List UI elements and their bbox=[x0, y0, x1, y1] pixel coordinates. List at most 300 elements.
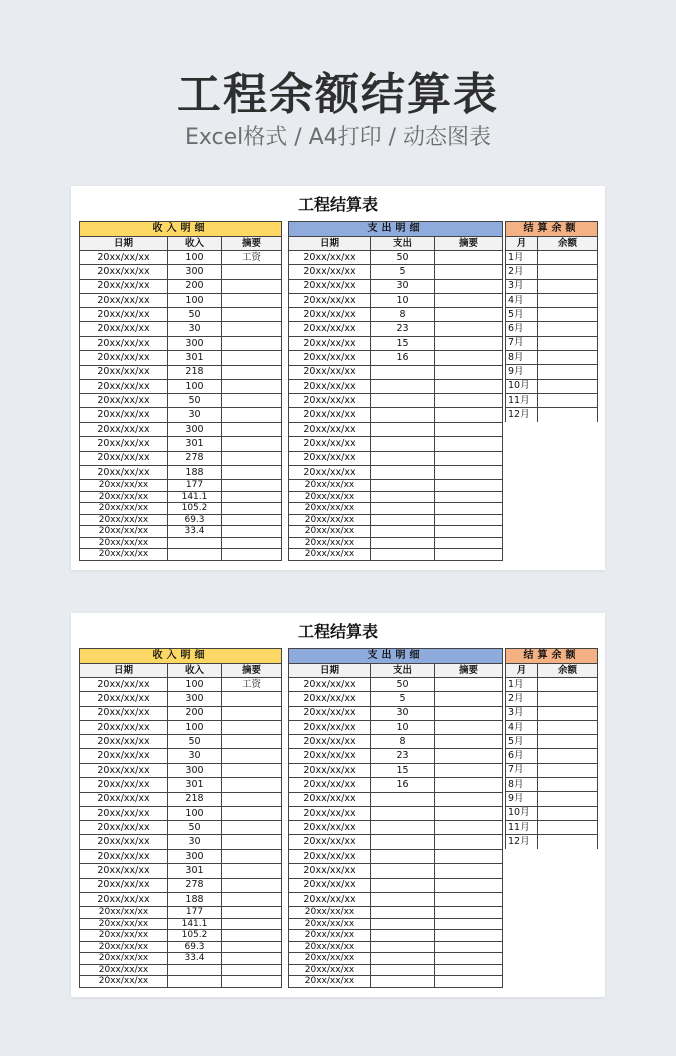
table-cell[interactable]: 20xx/xx/xx bbox=[289, 379, 371, 393]
table-cell[interactable] bbox=[538, 393, 598, 407]
table-cell[interactable] bbox=[435, 953, 503, 965]
table-cell[interactable]: 20xx/xx/xx bbox=[289, 422, 371, 436]
table-cell[interactable]: 20xx/xx/xx bbox=[80, 763, 168, 778]
table-cell[interactable]: 20xx/xx/xx bbox=[80, 251, 168, 265]
table-cell[interactable] bbox=[538, 706, 598, 720]
table-cell[interactable]: 20xx/xx/xx bbox=[80, 293, 168, 307]
table-cell[interactable] bbox=[222, 706, 282, 720]
table-cell[interactable]: 20xx/xx/xx bbox=[80, 503, 168, 515]
table-cell[interactable] bbox=[222, 491, 282, 503]
table-cell[interactable]: 12月 bbox=[506, 835, 538, 849]
table-cell[interactable]: 10 bbox=[371, 293, 435, 307]
table-cell[interactable] bbox=[538, 749, 598, 763]
table-cell[interactable]: 5月 bbox=[506, 308, 538, 322]
table-cell[interactable] bbox=[222, 763, 282, 778]
table-cell[interactable] bbox=[222, 864, 282, 878]
table-cell[interactable] bbox=[435, 549, 503, 561]
table-cell[interactable]: 20xx/xx/xx bbox=[289, 778, 371, 792]
table-cell[interactable] bbox=[222, 514, 282, 526]
table-cell[interactable]: 9月 bbox=[506, 365, 538, 379]
table-cell[interactable] bbox=[538, 322, 598, 336]
table-cell[interactable]: 20xx/xx/xx bbox=[289, 491, 371, 503]
table-cell[interactable] bbox=[435, 835, 503, 850]
table-cell[interactable]: 300 bbox=[168, 763, 222, 778]
table-cell[interactable] bbox=[435, 849, 503, 863]
table-cell[interactable] bbox=[222, 878, 282, 892]
table-cell[interactable]: 20xx/xx/xx bbox=[80, 849, 168, 863]
table-cell[interactable]: 3月 bbox=[506, 706, 538, 720]
table-cell[interactable]: 50 bbox=[168, 735, 222, 749]
table-cell[interactable] bbox=[435, 451, 503, 465]
table-cell[interactable] bbox=[371, 365, 435, 379]
table-cell[interactable]: 20xx/xx/xx bbox=[80, 864, 168, 878]
table-cell[interactable] bbox=[435, 892, 503, 906]
table-cell[interactable]: 20xx/xx/xx bbox=[80, 749, 168, 763]
table-cell[interactable] bbox=[435, 821, 503, 835]
table-cell[interactable]: 20xx/xx/xx bbox=[80, 821, 168, 835]
table-cell[interactable] bbox=[371, 491, 435, 503]
table-cell[interactable] bbox=[222, 930, 282, 942]
table-cell[interactable]: 8 bbox=[371, 308, 435, 322]
table-cell[interactable]: 20xx/xx/xx bbox=[80, 941, 168, 953]
table-cell[interactable]: 8月 bbox=[506, 351, 538, 365]
table-cell[interactable]: 20xx/xx/xx bbox=[80, 806, 168, 820]
table-cell[interactable]: 工资 bbox=[222, 678, 282, 692]
table-cell[interactable] bbox=[222, 941, 282, 953]
table-cell[interactable] bbox=[435, 437, 503, 451]
table-cell[interactable] bbox=[435, 878, 503, 892]
table-cell[interactable]: 23 bbox=[371, 322, 435, 336]
table-cell[interactable] bbox=[435, 265, 503, 279]
table-cell[interactable] bbox=[538, 678, 598, 692]
table-cell[interactable] bbox=[371, 892, 435, 906]
table-cell[interactable] bbox=[435, 749, 503, 763]
table-cell[interactable]: 218 bbox=[168, 792, 222, 806]
table-cell[interactable]: 300 bbox=[168, 422, 222, 436]
table-cell[interactable]: 30 bbox=[371, 706, 435, 720]
table-cell[interactable] bbox=[222, 953, 282, 965]
table-cell[interactable] bbox=[538, 351, 598, 365]
table-cell[interactable]: 11月 bbox=[506, 393, 538, 407]
table-cell[interactable]: 20xx/xx/xx bbox=[80, 878, 168, 892]
table-cell[interactable]: 200 bbox=[168, 706, 222, 720]
table-cell[interactable] bbox=[435, 465, 503, 479]
table-cell[interactable] bbox=[538, 308, 598, 322]
table-cell[interactable] bbox=[371, 835, 435, 850]
table-cell[interactable]: 20xx/xx/xx bbox=[80, 720, 168, 734]
table-cell[interactable] bbox=[435, 907, 503, 919]
table-cell[interactable]: 30 bbox=[168, 749, 222, 763]
table-cell[interactable]: 10月 bbox=[506, 806, 538, 820]
table-cell[interactable]: 4月 bbox=[506, 293, 538, 307]
table-cell[interactable] bbox=[538, 265, 598, 279]
table-cell[interactable] bbox=[538, 763, 598, 777]
table-cell[interactable] bbox=[538, 778, 598, 792]
table-cell[interactable]: 300 bbox=[168, 692, 222, 706]
table-cell[interactable]: 20xx/xx/xx bbox=[289, 692, 371, 706]
table-cell[interactable] bbox=[435, 692, 503, 706]
table-cell[interactable] bbox=[435, 941, 503, 953]
table-cell[interactable]: 20xx/xx/xx bbox=[289, 351, 371, 365]
table-cell[interactable] bbox=[435, 918, 503, 930]
table-cell[interactable]: 20xx/xx/xx bbox=[80, 379, 168, 393]
table-cell[interactable] bbox=[435, 293, 503, 307]
table-cell[interactable]: 20xx/xx/xx bbox=[80, 678, 168, 692]
table-cell[interactable]: 20xx/xx/xx bbox=[289, 526, 371, 538]
table-cell[interactable] bbox=[222, 892, 282, 906]
table-cell[interactable] bbox=[168, 976, 222, 988]
table-cell[interactable] bbox=[435, 491, 503, 503]
table-cell[interactable] bbox=[371, 394, 435, 408]
table-cell[interactable]: 20xx/xx/xx bbox=[289, 735, 371, 749]
table-cell[interactable]: 9月 bbox=[506, 792, 538, 806]
table-cell[interactable]: 2月 bbox=[506, 692, 538, 706]
table-cell[interactable]: 20xx/xx/xx bbox=[289, 892, 371, 906]
table-cell[interactable] bbox=[435, 806, 503, 820]
table-cell[interactable] bbox=[371, 806, 435, 820]
table-cell[interactable]: 30 bbox=[168, 408, 222, 423]
table-cell[interactable]: 100 bbox=[168, 251, 222, 265]
table-cell[interactable] bbox=[435, 735, 503, 749]
table-cell[interactable]: 20xx/xx/xx bbox=[289, 953, 371, 965]
table-cell[interactable]: 300 bbox=[168, 265, 222, 279]
table-cell[interactable]: 20xx/xx/xx bbox=[80, 549, 168, 561]
table-cell[interactable] bbox=[222, 976, 282, 988]
table-cell[interactable]: 8 bbox=[371, 735, 435, 749]
table-cell[interactable] bbox=[222, 293, 282, 307]
table-cell[interactable] bbox=[538, 279, 598, 293]
table-cell[interactable]: 20xx/xx/xx bbox=[289, 322, 371, 336]
table-cell[interactable]: 20xx/xx/xx bbox=[289, 849, 371, 863]
table-cell[interactable]: 301 bbox=[168, 778, 222, 792]
table-cell[interactable] bbox=[371, 503, 435, 515]
table-cell[interactable] bbox=[435, 864, 503, 878]
table-cell[interactable]: 20xx/xx/xx bbox=[289, 678, 371, 692]
table-cell[interactable] bbox=[538, 365, 598, 379]
table-cell[interactable]: 20xx/xx/xx bbox=[289, 365, 371, 379]
table-cell[interactable]: 141.1 bbox=[168, 491, 222, 503]
table-cell[interactable]: 188 bbox=[168, 892, 222, 906]
table-cell[interactable]: 20xx/xx/xx bbox=[289, 878, 371, 892]
table-cell[interactable]: 20xx/xx/xx bbox=[289, 941, 371, 953]
table-cell[interactable] bbox=[435, 279, 503, 293]
table-cell[interactable] bbox=[371, 437, 435, 451]
table-cell[interactable]: 20xx/xx/xx bbox=[289, 408, 371, 423]
table-cell[interactable] bbox=[435, 365, 503, 379]
table-cell[interactable]: 20xx/xx/xx bbox=[289, 763, 371, 778]
table-cell[interactable] bbox=[222, 806, 282, 820]
table-cell[interactable] bbox=[538, 720, 598, 734]
table-cell[interactable]: 20xx/xx/xx bbox=[80, 465, 168, 479]
table-cell[interactable] bbox=[222, 480, 282, 492]
table-cell[interactable]: 50 bbox=[371, 251, 435, 265]
table-cell[interactable]: 20xx/xx/xx bbox=[80, 265, 168, 279]
table-cell[interactable] bbox=[222, 265, 282, 279]
table-cell[interactable]: 188 bbox=[168, 465, 222, 479]
table-cell[interactable] bbox=[222, 365, 282, 379]
table-cell[interactable] bbox=[435, 336, 503, 351]
table-cell[interactable]: 20xx/xx/xx bbox=[80, 778, 168, 792]
table-cell[interactable]: 301 bbox=[168, 864, 222, 878]
table-cell[interactable]: 6月 bbox=[506, 749, 538, 763]
table-cell[interactable]: 20xx/xx/xx bbox=[80, 692, 168, 706]
table-cell[interactable]: 20xx/xx/xx bbox=[289, 265, 371, 279]
table-cell[interactable] bbox=[222, 918, 282, 930]
table-cell[interactable]: 20xx/xx/xx bbox=[289, 537, 371, 549]
table-cell[interactable]: 20xx/xx/xx bbox=[289, 706, 371, 720]
table-cell[interactable] bbox=[538, 251, 598, 265]
table-cell[interactable] bbox=[222, 537, 282, 549]
table-cell[interactable]: 50 bbox=[168, 394, 222, 408]
table-cell[interactable] bbox=[538, 408, 598, 422]
table-cell[interactable] bbox=[435, 526, 503, 538]
table-cell[interactable] bbox=[435, 394, 503, 408]
table-cell[interactable]: 20xx/xx/xx bbox=[289, 465, 371, 479]
table-cell[interactable] bbox=[435, 706, 503, 720]
table-cell[interactable] bbox=[538, 792, 598, 806]
table-cell[interactable] bbox=[435, 480, 503, 492]
table-cell[interactable] bbox=[371, 408, 435, 423]
table-cell[interactable] bbox=[222, 451, 282, 465]
table-cell[interactable]: 200 bbox=[168, 279, 222, 293]
table-cell[interactable] bbox=[371, 451, 435, 465]
table-cell[interactable] bbox=[371, 941, 435, 953]
table-cell[interactable] bbox=[222, 336, 282, 351]
table-cell[interactable]: 69.3 bbox=[168, 514, 222, 526]
table-cell[interactable] bbox=[371, 514, 435, 526]
table-cell[interactable] bbox=[222, 465, 282, 479]
table-cell[interactable]: 100 bbox=[168, 806, 222, 820]
table-cell[interactable]: 33.4 bbox=[168, 953, 222, 965]
table-cell[interactable] bbox=[435, 308, 503, 322]
table-cell[interactable] bbox=[222, 849, 282, 863]
table-cell[interactable]: 50 bbox=[168, 821, 222, 835]
table-cell[interactable]: 6月 bbox=[506, 322, 538, 336]
table-cell[interactable]: 20xx/xx/xx bbox=[289, 480, 371, 492]
table-cell[interactable]: 20xx/xx/xx bbox=[289, 918, 371, 930]
table-cell[interactable] bbox=[435, 976, 503, 988]
table-cell[interactable]: 工资 bbox=[222, 251, 282, 265]
table-cell[interactable]: 4月 bbox=[506, 720, 538, 734]
table-cell[interactable]: 20xx/xx/xx bbox=[80, 279, 168, 293]
table-cell[interactable]: 20xx/xx/xx bbox=[289, 930, 371, 942]
table-cell[interactable]: 20xx/xx/xx bbox=[289, 864, 371, 878]
table-cell[interactable]: 30 bbox=[371, 279, 435, 293]
table-cell[interactable] bbox=[371, 976, 435, 988]
table-cell[interactable]: 5 bbox=[371, 265, 435, 279]
table-cell[interactable] bbox=[435, 720, 503, 734]
table-cell[interactable]: 30 bbox=[168, 322, 222, 336]
table-cell[interactable] bbox=[371, 379, 435, 393]
table-cell[interactable]: 20xx/xx/xx bbox=[80, 422, 168, 436]
table-cell[interactable]: 20xx/xx/xx bbox=[80, 930, 168, 942]
table-cell[interactable] bbox=[435, 251, 503, 265]
table-cell[interactable]: 20xx/xx/xx bbox=[289, 279, 371, 293]
table-cell[interactable]: 20xx/xx/xx bbox=[80, 976, 168, 988]
table-cell[interactable]: 20xx/xx/xx bbox=[80, 537, 168, 549]
table-cell[interactable] bbox=[222, 735, 282, 749]
table-cell[interactable] bbox=[371, 964, 435, 976]
table-cell[interactable] bbox=[538, 806, 598, 820]
table-cell[interactable] bbox=[168, 549, 222, 561]
table-cell[interactable]: 20xx/xx/xx bbox=[80, 365, 168, 379]
table-cell[interactable] bbox=[371, 849, 435, 863]
table-cell[interactable]: 10月 bbox=[506, 379, 538, 393]
table-cell[interactable]: 20xx/xx/xx bbox=[289, 792, 371, 806]
table-cell[interactable] bbox=[371, 792, 435, 806]
table-cell[interactable] bbox=[435, 537, 503, 549]
table-cell[interactable] bbox=[435, 503, 503, 515]
table-cell[interactable] bbox=[222, 322, 282, 336]
table-cell[interactable]: 20xx/xx/xx bbox=[80, 735, 168, 749]
table-cell[interactable]: 1月 bbox=[506, 251, 538, 265]
table-cell[interactable]: 15 bbox=[371, 763, 435, 778]
table-cell[interactable] bbox=[538, 835, 598, 849]
table-cell[interactable]: 20xx/xx/xx bbox=[80, 351, 168, 365]
table-cell[interactable]: 20xx/xx/xx bbox=[289, 451, 371, 465]
table-cell[interactable]: 10 bbox=[371, 720, 435, 734]
table-cell[interactable] bbox=[371, 422, 435, 436]
table-cell[interactable]: 20xx/xx/xx bbox=[80, 394, 168, 408]
table-cell[interactable] bbox=[222, 964, 282, 976]
table-cell[interactable]: 218 bbox=[168, 365, 222, 379]
table-cell[interactable] bbox=[371, 480, 435, 492]
table-cell[interactable] bbox=[435, 964, 503, 976]
table-cell[interactable]: 50 bbox=[371, 678, 435, 692]
table-cell[interactable]: 15 bbox=[371, 336, 435, 351]
table-cell[interactable]: 20xx/xx/xx bbox=[80, 437, 168, 451]
table-cell[interactable]: 20xx/xx/xx bbox=[289, 821, 371, 835]
table-cell[interactable]: 20xx/xx/xx bbox=[289, 514, 371, 526]
table-cell[interactable]: 20xx/xx/xx bbox=[80, 907, 168, 919]
table-cell[interactable] bbox=[222, 437, 282, 451]
table-cell[interactable]: 20xx/xx/xx bbox=[80, 706, 168, 720]
table-cell[interactable] bbox=[222, 279, 282, 293]
table-cell[interactable]: 20xx/xx/xx bbox=[80, 835, 168, 850]
table-cell[interactable]: 20xx/xx/xx bbox=[289, 720, 371, 734]
table-cell[interactable] bbox=[222, 308, 282, 322]
table-cell[interactable] bbox=[435, 763, 503, 778]
table-cell[interactable]: 20xx/xx/xx bbox=[80, 322, 168, 336]
table-cell[interactable]: 100 bbox=[168, 678, 222, 692]
table-cell[interactable]: 301 bbox=[168, 351, 222, 365]
table-cell[interactable] bbox=[222, 749, 282, 763]
table-cell[interactable]: 301 bbox=[168, 437, 222, 451]
table-cell[interactable] bbox=[371, 465, 435, 479]
table-cell[interactable] bbox=[435, 351, 503, 365]
table-cell[interactable] bbox=[371, 878, 435, 892]
table-cell[interactable] bbox=[222, 394, 282, 408]
table-cell[interactable] bbox=[371, 821, 435, 835]
table-cell[interactable] bbox=[435, 792, 503, 806]
table-cell[interactable]: 20xx/xx/xx bbox=[289, 964, 371, 976]
table-cell[interactable]: 20xx/xx/xx bbox=[289, 251, 371, 265]
table-cell[interactable] bbox=[371, 537, 435, 549]
table-cell[interactable] bbox=[222, 408, 282, 423]
table-cell[interactable]: 20xx/xx/xx bbox=[289, 437, 371, 451]
table-cell[interactable]: 12月 bbox=[506, 408, 538, 422]
table-cell[interactable]: 20xx/xx/xx bbox=[80, 918, 168, 930]
table-cell[interactable]: 20xx/xx/xx bbox=[80, 491, 168, 503]
table-cell[interactable] bbox=[222, 692, 282, 706]
table-cell[interactable] bbox=[371, 907, 435, 919]
table-cell[interactable]: 278 bbox=[168, 878, 222, 892]
table-cell[interactable]: 5 bbox=[371, 692, 435, 706]
table-cell[interactable]: 7月 bbox=[506, 763, 538, 777]
table-cell[interactable] bbox=[371, 549, 435, 561]
table-cell[interactable]: 105.2 bbox=[168, 930, 222, 942]
table-cell[interactable]: 20xx/xx/xx bbox=[289, 907, 371, 919]
table-cell[interactable]: 7月 bbox=[506, 336, 538, 350]
table-cell[interactable] bbox=[435, 778, 503, 792]
table-cell[interactable] bbox=[435, 678, 503, 692]
table-cell[interactable]: 20xx/xx/xx bbox=[80, 892, 168, 906]
table-cell[interactable]: 8月 bbox=[506, 778, 538, 792]
table-cell[interactable]: 100 bbox=[168, 379, 222, 393]
table-cell[interactable]: 177 bbox=[168, 907, 222, 919]
table-cell[interactable]: 16 bbox=[371, 351, 435, 365]
table-cell[interactable] bbox=[371, 930, 435, 942]
table-cell[interactable] bbox=[222, 835, 282, 850]
table-cell[interactable]: 20xx/xx/xx bbox=[289, 308, 371, 322]
table-cell[interactable]: 20xx/xx/xx bbox=[80, 953, 168, 965]
table-cell[interactable] bbox=[435, 322, 503, 336]
table-cell[interactable]: 5月 bbox=[506, 735, 538, 749]
table-cell[interactable]: 30 bbox=[168, 835, 222, 850]
table-cell[interactable] bbox=[538, 735, 598, 749]
table-cell[interactable]: 278 bbox=[168, 451, 222, 465]
table-cell[interactable] bbox=[222, 778, 282, 792]
table-cell[interactable] bbox=[168, 537, 222, 549]
table-cell[interactable]: 20xx/xx/xx bbox=[80, 336, 168, 351]
table-cell[interactable]: 20xx/xx/xx bbox=[80, 792, 168, 806]
table-cell[interactable]: 20xx/xx/xx bbox=[289, 503, 371, 515]
table-cell[interactable] bbox=[222, 422, 282, 436]
table-cell[interactable] bbox=[538, 293, 598, 307]
table-cell[interactable] bbox=[538, 379, 598, 393]
table-cell[interactable]: 20xx/xx/xx bbox=[80, 308, 168, 322]
table-cell[interactable] bbox=[222, 720, 282, 734]
table-cell[interactable]: 3月 bbox=[506, 279, 538, 293]
table-cell[interactable] bbox=[222, 907, 282, 919]
table-cell[interactable] bbox=[222, 821, 282, 835]
table-cell[interactable] bbox=[371, 953, 435, 965]
table-cell[interactable] bbox=[222, 351, 282, 365]
table-cell[interactable] bbox=[435, 379, 503, 393]
table-cell[interactable]: 20xx/xx/xx bbox=[289, 293, 371, 307]
table-cell[interactable] bbox=[435, 930, 503, 942]
table-cell[interactable]: 20xx/xx/xx bbox=[80, 451, 168, 465]
table-cell[interactable]: 20xx/xx/xx bbox=[80, 526, 168, 538]
table-cell[interactable]: 20xx/xx/xx bbox=[289, 976, 371, 988]
table-cell[interactable]: 33.4 bbox=[168, 526, 222, 538]
table-cell[interactable]: 20xx/xx/xx bbox=[289, 835, 371, 850]
table-cell[interactable] bbox=[538, 692, 598, 706]
table-cell[interactable]: 100 bbox=[168, 720, 222, 734]
table-cell[interactable]: 100 bbox=[168, 293, 222, 307]
table-cell[interactable] bbox=[435, 514, 503, 526]
table-cell[interactable]: 300 bbox=[168, 849, 222, 863]
table-cell[interactable]: 20xx/xx/xx bbox=[80, 480, 168, 492]
table-cell[interactable]: 69.3 bbox=[168, 941, 222, 953]
table-cell[interactable]: 20xx/xx/xx bbox=[289, 549, 371, 561]
table-cell[interactable] bbox=[222, 503, 282, 515]
table-cell[interactable] bbox=[538, 336, 598, 350]
table-cell[interactable]: 50 bbox=[168, 308, 222, 322]
table-cell[interactable]: 20xx/xx/xx bbox=[80, 408, 168, 423]
table-cell[interactable]: 23 bbox=[371, 749, 435, 763]
table-cell[interactable]: 20xx/xx/xx bbox=[289, 336, 371, 351]
